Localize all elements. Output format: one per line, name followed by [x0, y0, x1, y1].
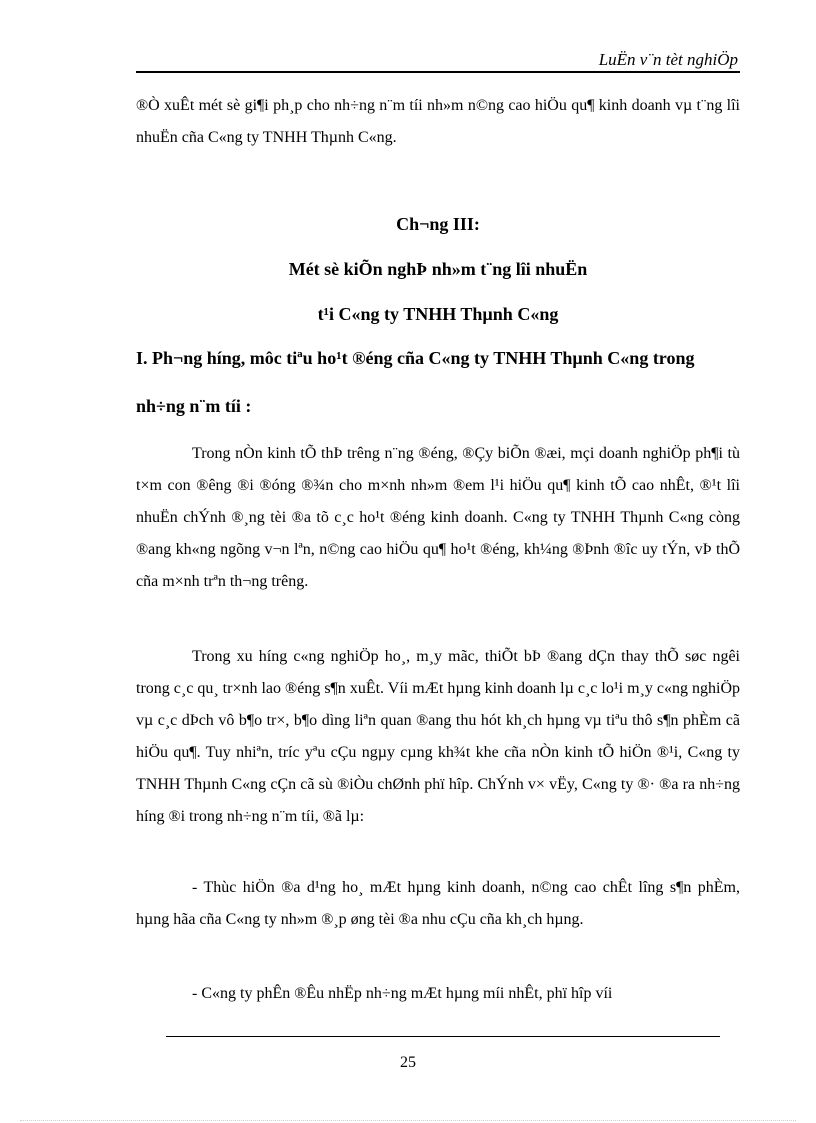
bullet-item-1: - Thùc hiÖn ®a d¹ng ho¸ mÆt hµng kinh doanh, n©ng cao chÊt lîng s¶n phÈm, hµng hãa cña C«ng ty nh»m ®¸p øng tèi ®a nhu cÇu cña kh¸ch hµng.: [136, 879, 740, 928]
page-bottom-border: [20, 1120, 796, 1121]
chapter-title-line-2: t¹i C«ng ty TNHH Thµnh C«ng: [317, 304, 559, 324]
chapter-title-line-1: Mét sè kiÕn nghÞ nh»m t¨ng lîi nhuËn: [288, 259, 588, 279]
bullet-item-2: - C«ng ty phÊn ®Êu nhËp nh÷ng mÆt hµng míi nhÊt, phï hîp víi: [192, 985, 613, 1002]
chapter-label: Ch¬ng III:: [396, 214, 480, 234]
section-paragraph-2: Trong xu híng c«ng nghiÖp ho¸, m¸y mãc, thiÕt bÞ ®ang dÇn thay thÕ søc ngêi trong c¸c qu¸ tr×nh lao ®éng s¶n xuÊt. Víi mÆt hµng kinh doanh lµ c¸c lo¹i m¸y c«ng nghiÖp vµ c¸c dÞch vô b¶o tr×, b¶o dìng liªn quan ®ang thu hót kh¸ch hµng vµ tiªu thô s¶n phÈm cã hiÖu qu¶. Tuy nhiªn, tríc yªu cÇu ngµy cµng kh¾t khe cña nÒn kinh tÕ hiÖn ®¹i, C«ng ty TNHH Thµnh C«ng cÇn cã sù ®iÒu chØnh phï hîp. ChÝnh v× vËy, C«ng ty ®· ®a ra nh÷ng híng ®i trong nh÷ng n¨m tíi, ®ã lµ:: [136, 648, 740, 825]
section-heading: I. Ph¬ng híng, môc tiªu ho¹t ®éng cña C«ng ty TNHH Thµnh C«ng trong nh÷ng n¨m tíi :: [136, 348, 695, 416]
page-number: 25: [400, 1054, 416, 1071]
section-paragraph-1: Trong nÒn kinh tÕ thÞ trêng n¨ng ®éng, ®Çy biÕn ®æi, mçi doanh nghiÖp ph¶i tù t×m con ®êng ®i ®óng ®¾n cho m×nh nh»m ®em l¹i hiÖu qu¶ kinh tÕ cao nhÊt, ®¹t lîi nhuËn chÝnh ®¸ng tèi ®a tõ c¸c ho¹t ®éng kinh doanh. C«ng ty TNHH Thµnh C«ng còng ®ang kh«ng ngõng v¬n lªn, n©ng cao hiÖu qu¶ ho¹t ®éng, kh¼ng ®Þnh ®îc uy tÝn, vÞ thÕ cña m×nh trªn th¬ng trêng.: [136, 445, 740, 590]
intro-paragraph: ®Ò xuÊt mét sè gi¶i ph¸p cho nh÷ng n¨m tíi nh»m n©ng cao hiÖu qu¶ kinh doanh vµ t¨ng lîi nhuËn cña C«ng ty TNHH Thµnh C«ng.: [136, 97, 740, 146]
running-header-title: LuËn v¨n tèt nghiÖp: [598, 50, 738, 69]
header-rule: [136, 71, 740, 73]
footer-rule: [166, 1036, 720, 1037]
